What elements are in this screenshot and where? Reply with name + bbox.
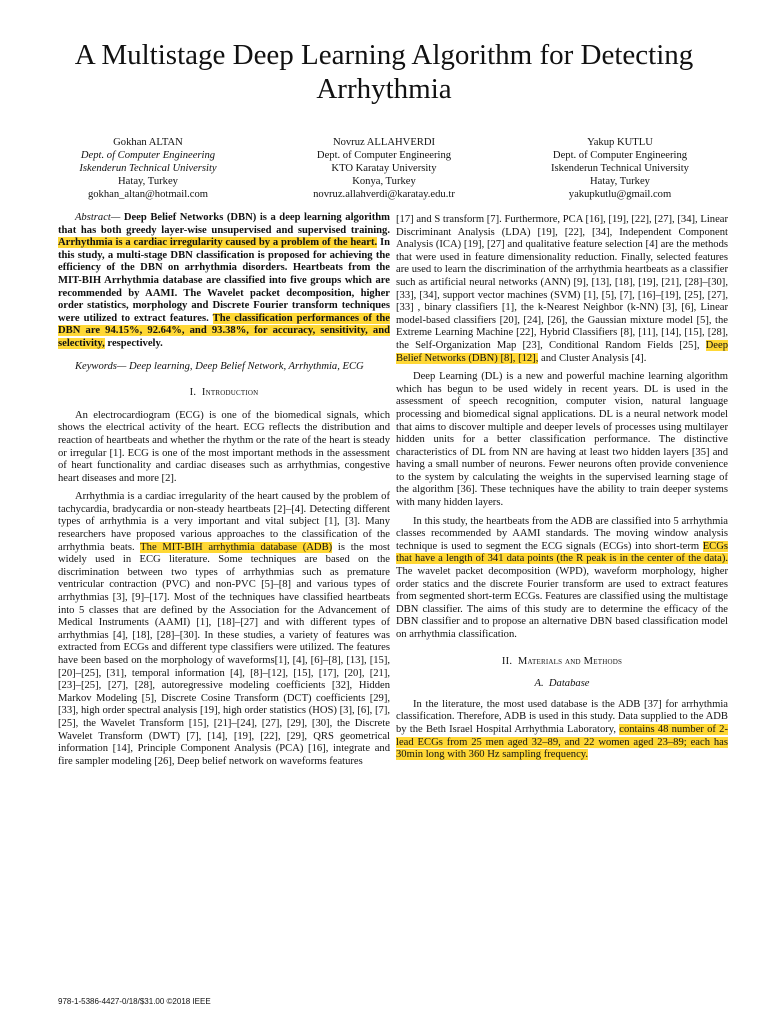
author-name: Gokhan ALTAN — [113, 137, 183, 148]
author-institution: Iskenderun Technical University — [79, 163, 217, 174]
author-dept: Dept. of Computer Engineering — [316, 150, 452, 161]
left-column — [58, 212, 390, 774]
author-location: Hatay, Turkey — [118, 176, 178, 187]
author-dept: Dept. of Computer Engineering — [552, 150, 688, 161]
author-email: yakupkutlu@gmail.com — [568, 189, 672, 200]
section-heading-introduction: I. Introduction — [189, 387, 259, 399]
abstract-highlight: Arrhythmia is a cardiac irregularity caused by a problem of the heart. — [58, 237, 378, 249]
author-institution: KTO Karatay University — [331, 163, 437, 174]
highlight: contains 48 number of 2-lead ECGs from 25 men aged 32–89, and 22 women aged 23–89; each has 30min long with 360 Hz sampling frequency. — [396, 723, 728, 761]
abstract-text: Deep Belief Networks (DBN) is a deep learning algorithm that has both greedy layer-wise unsupervised and supervised training. — [58, 212, 390, 236]
author-email: gokhan_altan@hotmail.com — [87, 189, 209, 200]
highlight: The MIT-BIH arrhythmia database (ADB) — [140, 541, 333, 553]
body-paragraph: [17] and S transform [7]. Furthermore, PCA [16], [19], [22], [27], [34], Linear Discriminant Analysis (LDA) [19], [22], [34], Independent Component Analysis (ICA) [19], [27] and qualitative feature selection [4] are the methods that were used in feature dimensionality reduction. Finally, selected features are used to learn the discrimination of the arrhythmia heartbeats as a classifier such as artificial neural networks (ANN) [9], [13], [18], [19], [21], [28]–[30], [33], [34], support vector machines (SVM) [1], [5], [7], [16]–[19], [25], [27], [33] , binary classifiers [1], the k-Nearest Neighbor (k-NN) [3], [6], Linear model-based classifiers [20], [24], [26], the Gaussian mixture model [5], the Extreme Learning Machine [22], Hybrid Classifiers [8], [11], [14], [15], [28], the Self-Organization Map [23], Conditional Random Fields [25], Deep Belief Networks (DBN) [8], [12], and Cluster Analysis [4]. — [396, 214, 728, 364]
abstract-lead: Abstract— — [74, 212, 121, 223]
abstract-text: In this study, a multi-stage DBN classification is proposed for achieving the efficiency of the DBN on arrhythmia disorders. Heartbeats from the MIT-BIH Arrhythmia database are classified into five groups which are recommended by AAMI. The Wavelet packet decomposition, higher order statistics, morphology and Discrete Fourier transform techniques were utilized to extract features. — [58, 237, 390, 324]
intro-paragraph: An electrocardiogram (ECG) is one of the biomedical signals, which shows the electrical activity of the heart. ECG reflects the distribution and reaction of heartbeats and whether the rhythm or the rate of the heart is steady or irregular [1]. ECG is one of the most important methods in the assessment of heart functionality and cardiac diseases such as arrhythmias, congestive heart diseases and more [2]. — [58, 409, 390, 484]
body-paragraph: Deep Learning (DL) is a new and powerful machine learning algorithm which has begun to be used widely in recent years. DL is used in the assessment of speech recognition, computer vision, natural language processing and biomedical signal applications. DL is a neural network model that aims to discover multiple and deeper levels of processes using multilayer hidden units for a better classification performance. The distinctive characteristics of DL from NN are having at least two hidden layers [35] and having a small number of neurons. Fewer neurons often provide convenience to the system by calculating the weights in the supervised learning stage of the algorithm [36]. These techniques have the ability to train deeper systems with many hidden layers. — [396, 371, 728, 509]
copyright-footer: 978-1-5386-4427-0/18/$31.00 ©2018 IEEE — [58, 997, 211, 1006]
author-name: Yakup KUTLU — [587, 137, 653, 148]
right-column — [396, 214, 728, 768]
paper-title: A Multistage Deep Learning Algorithm for Detecting Arrhythmia — [74, 39, 694, 105]
author-location: Konya, Turkey — [352, 176, 416, 187]
keywords: Keywords— Deep learning, Deep Belief Network, Arrhythmia, ECG — [74, 360, 364, 372]
author-location: Hatay, Turkey — [590, 176, 650, 187]
abstract — [58, 212, 390, 351]
author-dept: Dept. of Computer Engineering — [80, 150, 216, 161]
intro-paragraph: Arrhythmia is a cardiac irregularity of the heart caused by the problem of tachycardia, bradycardia or non-steady heartbeats [2]–[4]. Detecting different types of arrhythmia is a very important and vital subject [1], [3]. Many researchers have proposed various approaches to the classification of the arrhythmia beats. The MIT-BIH arrhythmia database (ADB) is the most widely used in ECG literature. Some techniques are based on the discrimination between two types of arrhythmias such as premature ventricular contraction (PVC) and non-PVC [5]–[8] and various types of arrhythmias [3], [9]–[17]. Most of the techniques have classified heartbeats into 5 classes that are defined by the Association for the Advancement of Medical Instruments (AAMI) [1], [18]–[27] and with different types of arrhythmias [4], [18], [28]–[30]. In these studies, a variety of features was extracted from ECGs and different type classifiers were utilized. The features have been based on the morphology of waveforms[1], [4], [6]–[8], [13], [15], [20]–[25], [31], temporal information [4], [8]–[12], [15], [17], [20], [21], [23]–[25], [27], [28], autoregressive modeling coefficients [32], Hidden Markov Modeling [5], Discrete Cosine Transform (DCT) coefficients [29], [33], high order spectral analysis [19], high order statistics (HOS) [3], [6], [7], [25], the Wavelet Transform [15], [21]–[24], [27], [29], [30], the Discrete Wavelet Transform (DWT) [7], [14], [19], [22], [29], QRS geometrical information [14], Principle Component Analysis (PCA) [16], integrate and fire sampler modeling [26], Deep belief network on waveforms features — [58, 491, 390, 767]
author-1 — [30, 136, 266, 201]
section-heading-materials-methods: II. Materials and Methods — [501, 655, 623, 667]
author-block — [30, 136, 738, 201]
highlight: ECGs that have a length of 341 data points (the R peak is in the center of the data). — [396, 540, 728, 565]
subsection-heading-database: A. Database — [534, 678, 590, 690]
author-email: novruz.allahverdi@karatay.edu.tr — [313, 189, 455, 200]
body-paragraph: In this study, the heartbeats from the ADB are classified into 5 arrhythmia classes recommended by AAMI standards. The moving window analysis technique is used to segment the ECG signals (ECGs) into short-term ECGs that have a length of 341 data points (the R peak is in the center of the data). The wavelet packet decomposition (WPD), waveform morphology, higher order statics and the discrete Fourier transform are used to extract features from segmented short-term ECGs. Features are classified using the multistage DBN classifier. The aims of this study are to determine the efficacy of the DBN classifier and to propose an alternative DBN based classification model on arrhythmia classification. — [396, 515, 728, 640]
author-name: Novruz ALLAHVERDI — [332, 137, 436, 148]
author-2 — [266, 136, 502, 201]
author-3 — [502, 136, 738, 201]
body-paragraph: In the literature, the most used database is the ADB [37] for arrhythmia classification. Therefore, ADB is used in this study. Data supplied to the ADB by the Beth Israel Hospital Arrhythmia Laboratory, contains 48 number of 2-lead ECGs from 25 men aged 32–89, and 22 women aged 23–89; each has 30min long with 360 Hz sampling frequency. — [396, 698, 728, 761]
abstract-text: respectively. — [104, 337, 163, 349]
author-institution: Iskenderun Technical University — [551, 163, 689, 174]
highlight: Deep Belief Networks (DBN) [8], [12], — [396, 339, 728, 364]
abstract-highlight: The classification performances of the DBN are 94.15%, 92.64%, and 93.38%, for accuracy, sensitivity, and selectivity, — [58, 312, 391, 349]
